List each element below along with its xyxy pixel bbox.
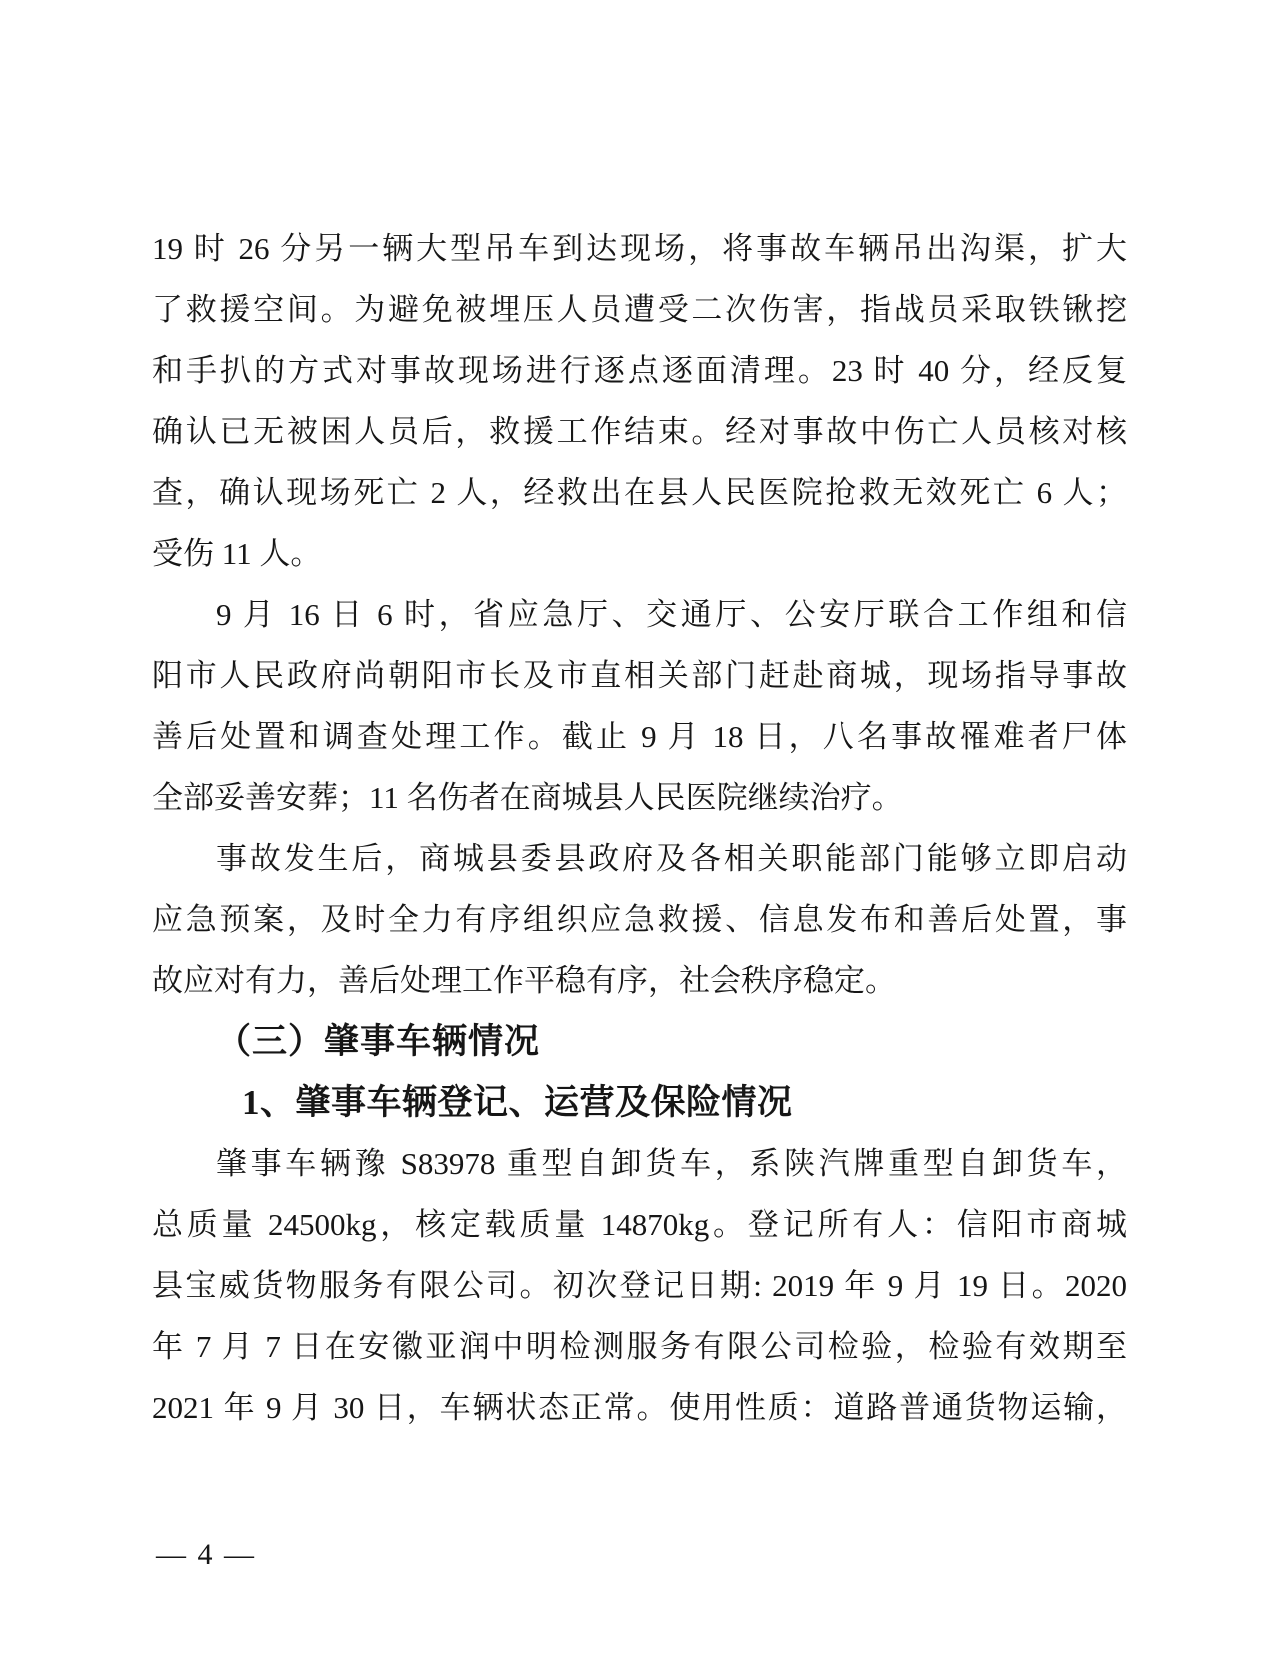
body-text-line: 年 7 月 7 日在安徽亚润中明检测服务有限公司检验，检验有效期至	[152, 1329, 1127, 1364]
section-heading: （三）肇事车辆情况	[216, 1022, 541, 1061]
body-text-line: 阳市人民政府尚朝阳市长及市直相关部门赶赴商城，现场指导事故	[152, 658, 1127, 693]
body-text-line: 县宝威货物服务有限公司。初次登记日期: 2019 年 9 月 19 日。2020	[152, 1268, 1127, 1303]
body-text-line: 总质量 24500kg，核定载质量 14870kg。登记所有人：信阳市商城	[152, 1207, 1127, 1242]
body-text-line: 故应对有力，善后处理工作平稳有序，社会秩序稳定。	[152, 963, 896, 998]
body-text-line: 2021 年 9 月 30 日，车辆状态正常。使用性质：道路普通货物运输，	[152, 1390, 1127, 1425]
body-text-line: 受伤 11 人。	[152, 536, 322, 571]
subsection-heading: 1、肇事车辆登记、运营及保险情况	[242, 1083, 793, 1122]
page-number: — 4 —	[156, 1538, 256, 1571]
body-text-line: 善后处置和调查处理工作。截止 9 月 18 日，八名事故罹难者尸体	[152, 719, 1127, 754]
body-text-line: 肇事车辆豫 S83978 重型自卸货车，系陕汽牌重型自卸货车，	[216, 1146, 1127, 1181]
document-text-block	[152, 218, 1127, 1438]
body-text-line: 查，确认现场死亡 2 人，经救出在县人民医院抢救无效死亡 6 人；	[152, 475, 1127, 510]
body-text-line: 确认已无被困人员后，救援工作结束。经对事故中伤亡人员核对核	[152, 414, 1127, 449]
body-text-line: 和手扒的方式对事故现场进行逐点逐面清理。23 时 40 分，经反复	[152, 353, 1127, 388]
body-text-line: 事故发生后，商城县委县政府及各相关职能部门能够立即启动	[216, 841, 1127, 876]
body-text-line: 19 时 26 分另一辆大型吊车到达现场，将事故车辆吊出沟渠，扩大	[152, 231, 1127, 266]
body-text-line: 应急预案，及时全力有序组织应急救援、信息发布和善后处置，事	[152, 902, 1127, 937]
body-text-line: 全部妥善安葬；11 名伤者在商城县人民医院继续治疗。	[152, 780, 903, 815]
body-text-line: 了救援空间。为避免被埋压人员遭受二次伤害，指战员采取铁锹挖	[152, 292, 1127, 327]
body-text-line: 9 月 16 日 6 时，省应急厅、交通厅、公安厅联合工作组和信	[216, 597, 1127, 632]
